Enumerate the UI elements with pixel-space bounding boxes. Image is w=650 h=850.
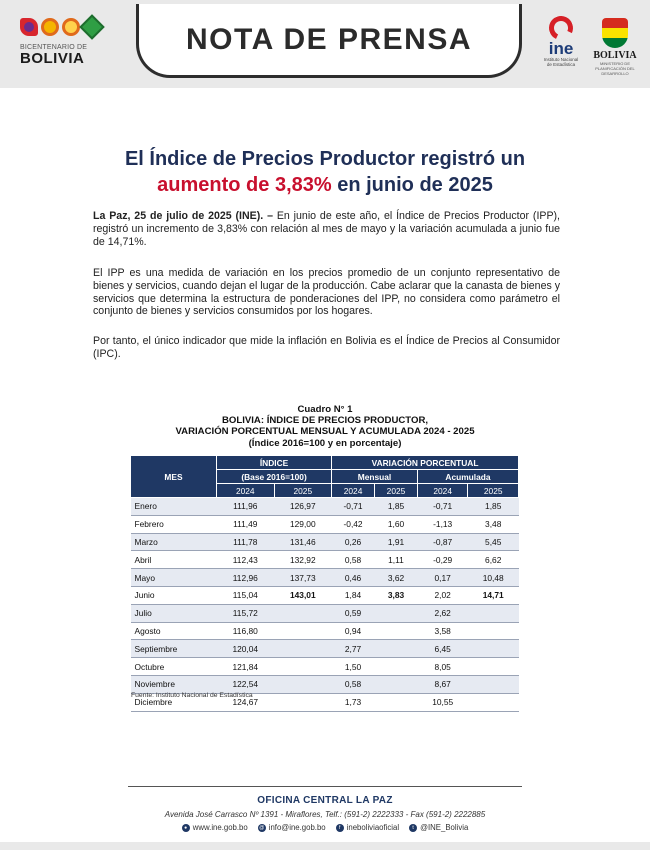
value-cell: 115,72 [217,604,275,622]
value-cell: 1,11 [375,551,418,569]
value-cell: 3,62 [375,569,418,587]
value-cell [375,604,418,622]
value-cell: 0,26 [332,533,375,551]
value-cell: 8,05 [417,658,467,676]
value-cell: 112,43 [217,551,275,569]
footer-divider [128,786,522,787]
value-cell [468,604,519,622]
value-cell: 120,04 [217,640,275,658]
footer-links [0,823,650,832]
caption-title: BOLIVIA: ÍNDICE DE PRECIOS PRODUCTOR, [221,415,429,427]
sun-icon [41,18,59,36]
value-cell [274,675,332,693]
value-cell [274,622,332,640]
table-row [131,586,519,604]
month-cell: Mayo [131,569,217,587]
month-cell: Junio [131,586,217,604]
globe-icon: ● [182,824,190,832]
value-cell: -0,87 [417,533,467,551]
ine-sub-1: Instituto Nacional [543,57,579,62]
month-cell: Abril [131,551,217,569]
header-year: 2025 [274,484,332,498]
table-row [131,604,519,622]
value-cell: -0,71 [332,498,375,516]
table-row [131,675,519,693]
paragraph-1 [93,210,560,248]
value-cell: 0,17 [417,569,467,587]
value-cell [274,693,332,711]
value-cell [274,640,332,658]
page-header [0,0,650,88]
page-footer [0,786,650,850]
header-indice: ÍNDICE [217,456,332,470]
paragraph-2: El IPP es una medida de variación en los precios promedio de un conjunto representativo de bienes y servicios, cuando dejan el lugar de la producción. Cabe aclarar que la canasta de bienes y servicios que determina la estructura de ponderaciones del IPP, no considera como parámetro el conjunto de bienes y servicios consumidos por los hogares. [93,267,561,318]
paragraph-1-text: En junio de este año, el Índice de Precios Productor (IPP), registró un incremento de 3,83% con relación al mes de mayo y la variación acumulada a junio fue de 14,71%. [93,210,560,248]
value-cell: 6,45 [417,640,467,658]
value-cell: 3,58 [417,622,467,640]
month-cell: Noviembre [131,675,217,693]
value-cell [375,622,418,640]
value-cell [274,604,332,622]
value-cell: -1,13 [417,515,467,533]
value-cell: 131,46 [274,533,332,551]
web-text: www.ine.gob.bo [192,823,248,832]
value-cell [468,693,519,711]
value-cell [375,640,418,658]
press-banner [136,4,522,78]
table-body [131,498,519,712]
table-row [131,533,519,551]
header-variacion: VARIACIÓN PORCENTUAL [332,456,519,470]
value-cell [375,693,418,711]
value-cell: 112,96 [217,569,275,587]
month-cell: Septiembre [131,640,217,658]
spiral-icon [62,18,80,36]
value-cell: 111,49 [217,515,275,533]
value-cell: 126,97 [274,498,332,516]
table-row [131,515,519,533]
facebook-text: ineboliviaoficial [346,823,400,832]
value-cell: 0,94 [332,622,375,640]
value-cell: 1,60 [375,515,418,533]
value-cell [375,675,418,693]
email-text: info@ine.gob.bo [268,823,326,832]
month-cell: Octubre [131,658,217,676]
header-year: 2024 [332,484,375,498]
value-cell: -0,29 [417,551,467,569]
value-cell: 137,73 [274,569,332,587]
value-cell [468,640,519,658]
value-cell: 1,84 [332,586,375,604]
ministerio-logo [588,18,642,80]
value-cell: 8,67 [417,675,467,693]
footer-twitter[interactable] [409,823,468,832]
caption-number: Cuadro N° 1 [297,404,353,415]
month-cell: Marzo [131,533,217,551]
value-cell [468,622,519,640]
caption-units: (Índice 2016=100 y en porcentaje) [248,437,402,449]
bicentenario-logo [20,14,110,78]
month-cell: Enero [131,498,217,516]
table-caption [130,404,520,449]
value-cell: 1,91 [375,533,418,551]
diamond-icon [79,14,104,39]
table-row [131,622,519,640]
value-cell: 116,80 [217,622,275,640]
value-cell: 10,48 [468,569,519,587]
value-cell: 124,67 [217,693,275,711]
bottom-band [0,842,650,850]
table-row [131,640,519,658]
ine-sub-2: de Estadística [546,62,576,67]
value-cell: 121,84 [217,658,275,676]
header-year: 2025 [468,484,519,498]
value-cell [468,658,519,676]
month-cell: Febrero [131,515,217,533]
headline-line-2 [40,172,610,198]
header-year: 2024 [217,484,275,498]
footer-address: Avenida José Carrasco Nº 1391 - Miraflores, Telf.: (591-2) 2222333 - Fax (591-2) 2222885 [164,810,486,819]
twitter-text: @INE_Bolivia [420,823,469,832]
value-cell: 115,04 [217,586,275,604]
value-cell: 6,62 [468,551,519,569]
value-cell: 1,73 [332,693,375,711]
value-cell: 143,01 [274,586,332,604]
value-cell: 0,58 [332,675,375,693]
value-cell: -0,71 [417,498,467,516]
table-row [131,658,519,676]
ministerio-label: MINISTERIO DE PLANIFICACIÓN DEL DESARROLLO [595,61,635,76]
value-cell: 2,02 [417,586,467,604]
value-cell: 1,85 [468,498,519,516]
value-cell: 10,55 [417,693,467,711]
headline-line-2-rest: en junio de 2025 [331,174,493,196]
ipp-table [130,455,519,712]
value-cell: 1,50 [332,658,375,676]
header-indice-base: (Base 2016=100) [217,470,332,484]
twitter-icon: t [409,824,417,832]
value-cell: 3,48 [468,515,519,533]
value-cell: 5,45 [468,533,519,551]
value-cell [274,658,332,676]
value-cell: 2,62 [417,604,467,622]
flower-icon [20,18,38,36]
footer-facebook[interactable] [336,823,399,832]
header-acumulada: Acumulada [417,470,518,484]
caption-subtitle: VARIACIÓN PORCENTUAL MENSUAL Y ACUMULADA 2024 - 2025 [175,426,475,438]
coat-of-arms-icon [602,18,628,48]
footer-office: OFICINA CENTRAL LA PAZ [257,795,393,806]
header-mensual: Mensual [332,470,418,484]
value-cell [375,658,418,676]
paragraph-3: Por tanto, el único indicador que mide la inflación en Bolivia es el Índice de Precios al Consumidor (IPC). [93,335,560,360]
value-cell: 1,85 [375,498,418,516]
mail-icon: @ [259,824,265,831]
ine-wordmark: ine [548,39,574,58]
facebook-icon: f [336,824,344,832]
header-year: 2024 [417,484,467,498]
value-cell: 2,77 [332,640,375,658]
value-cell: 3,83 [375,586,418,604]
month-cell: Julio [131,604,217,622]
banner-title: NOTA DE PRENSA [185,22,473,56]
footer-web[interactable] [182,823,248,832]
value-cell: 122,54 [217,675,275,693]
bicentenario-icons [20,14,110,40]
value-cell: 0,46 [332,569,375,587]
dateline: La Paz, 25 de julio de 2025 (INE). – [93,210,273,222]
value-cell: 132,92 [274,551,332,569]
table-source: Fuente: Instituto Nacional de Estadística [131,692,253,699]
value-cell: 111,78 [217,533,275,551]
bolivia-wordmark: BOLIVIA [593,50,637,61]
table-row [131,498,519,516]
table-row [131,551,519,569]
value-cell: -0,42 [332,515,375,533]
value-cell: 129,00 [274,515,332,533]
header-mes: MES [131,456,217,498]
bicentenario-bolivia: BOLIVIA [20,50,85,67]
bicentenario-label: BICENTENARIO DE [20,44,88,51]
value-cell [468,675,519,693]
value-cell: 0,58 [332,551,375,569]
headline [40,146,610,198]
value-cell: 0,59 [332,604,375,622]
headline-highlight: aumento de 3,83% [157,174,332,196]
footer-email[interactable] [258,823,326,832]
header-year: 2025 [375,484,418,498]
month-cell: Diciembre [131,693,217,711]
value-cell: 14,71 [468,586,519,604]
headline-line-1: El Índice de Precios Productor registró un [124,148,526,170]
value-cell: 111,96 [217,498,275,516]
month-cell: Agosto [131,622,217,640]
table-row [131,569,519,587]
ine-logo [538,16,584,82]
